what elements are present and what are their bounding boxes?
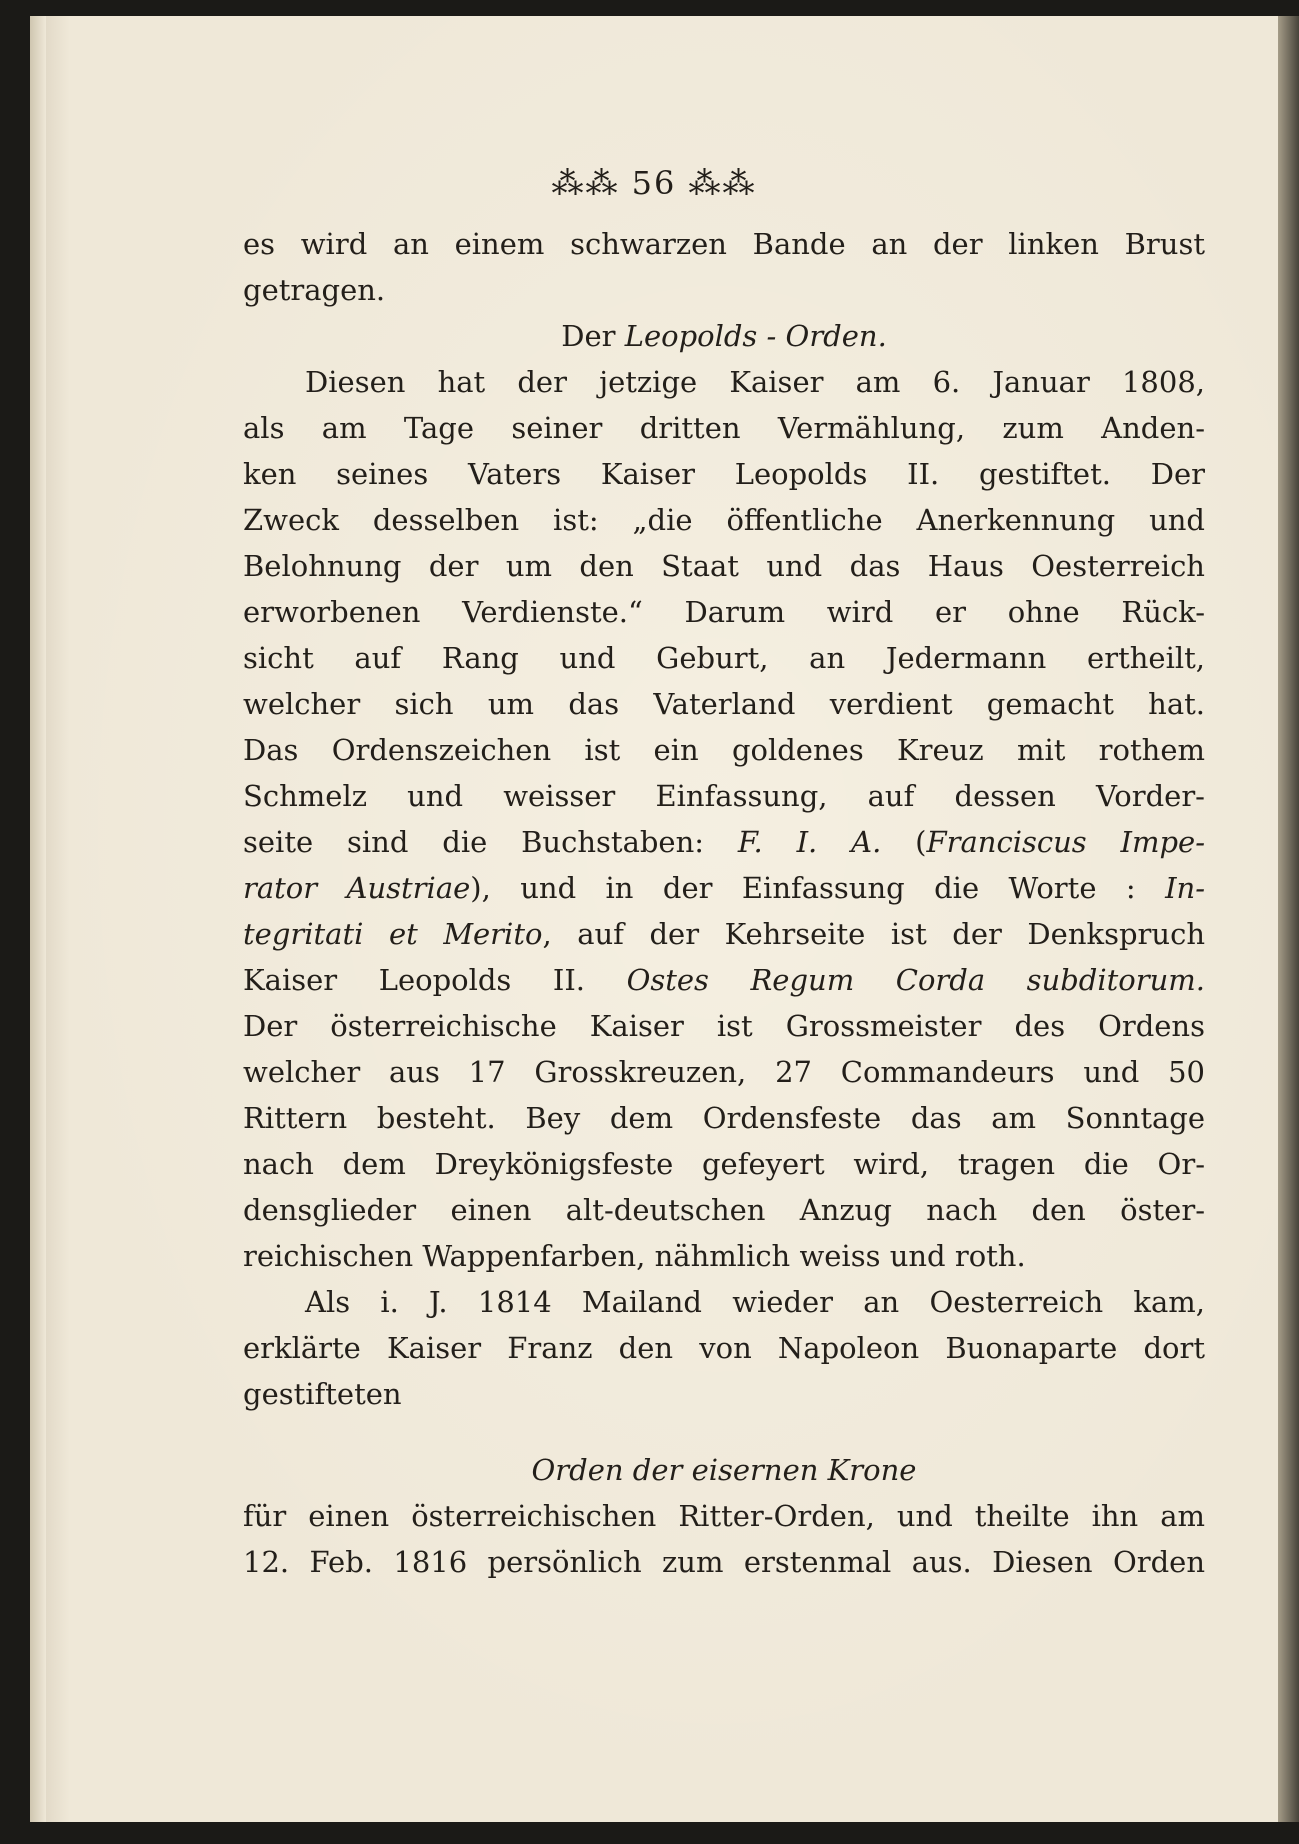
- text-line: [243, 911, 1205, 957]
- text-line: densglieder einen alt-deutschen Anzug nach den öster-: [243, 1193, 1205, 1227]
- heading-name: Leopolds - Orden.: [624, 319, 887, 353]
- text-segment: ), und in der Einfassung die Worte :: [470, 871, 1136, 905]
- text-line: als am Tage seiner dritten Vermählung, zum Anden-: [243, 411, 1205, 445]
- text-line: für einen österreichischen Ritter-Orden, und theilte ihn am: [243, 1499, 1205, 1533]
- text-line: erklärte Kaiser Franz den von Napoleon Buonaparte dort: [243, 1331, 1205, 1365]
- text-line: es wird an einem schwarzen Bande an der linken Brust: [243, 227, 1205, 261]
- ornament-right: ⁂⁂: [688, 164, 757, 202]
- text-line: nach dem Dreykönigsfeste gefeyert wird, tragen die Or-: [243, 1147, 1205, 1181]
- text-line: [243, 957, 1205, 1003]
- text-line: 12. Feb. 1816 persönlich zum erstenmal aus. Diesen Orden: [243, 1545, 1205, 1579]
- ornament-left: ⁂⁂: [551, 164, 620, 202]
- page-number: 56: [631, 164, 677, 202]
- italic-segment: rator Austriae: [243, 871, 471, 905]
- text-line: [243, 865, 1205, 911]
- text-line: ken seines Vaters Kaiser Leopolds II. gestiftet. Der: [243, 457, 1205, 491]
- text-line: welcher sich um das Vaterland verdient gemacht hat.: [243, 687, 1205, 721]
- paper-sheet: [30, 16, 1278, 1822]
- section-heading-iron-crown: Orden der eisernen Krone: [531, 1453, 917, 1487]
- text-line: gestifteten: [243, 1377, 402, 1411]
- text-segment: , auf der Kehrseite ist der Denkspruch: [542, 917, 1205, 951]
- binding-shadow: [30, 16, 46, 1822]
- text-line: sicht auf Rang und Geburt, an Jedermann ertheilt,: [243, 641, 1205, 675]
- section-heading-leopold: [243, 313, 1205, 359]
- heading-prefix: Der: [561, 319, 616, 353]
- italic-segment: In-: [1165, 871, 1205, 905]
- text-segment: Kaiser Leopolds II.: [243, 963, 585, 997]
- text-line: Zweck desselben ist: „die öffentliche Anerkennung und: [243, 503, 1205, 537]
- text-segment: seite sind die Buchstaben:: [243, 825, 705, 859]
- italic-segment: Franciscus Impe-: [926, 825, 1205, 859]
- text-line: Als i. J. 1814 Mailand wieder an Oesterreich kam,: [305, 1285, 1205, 1319]
- text-line: Belohnung der um den Staat und das Haus Oesterreich: [243, 549, 1205, 583]
- text-line: reichischen Wappenfarben, nähmlich weiss und roth.: [243, 1239, 1026, 1273]
- text-line: Das Ordenszeichen ist ein goldenes Kreuz mit rothem: [243, 733, 1205, 767]
- text-line: Rittern besteht. Bey dem Ordensfeste das am Sonntage: [243, 1101, 1205, 1135]
- italic-segment: F. I. A.: [737, 825, 882, 859]
- page-edge: [1278, 16, 1299, 1822]
- section-gap: [243, 1417, 1205, 1447]
- italic-segment: Ostes Regum Corda subditorum.: [626, 963, 1206, 997]
- text-line: [243, 819, 1205, 865]
- text-line: erworbenen Verdienste.“ Darum wird er ohne Rück-: [243, 595, 1205, 629]
- text-line: Schmelz und weisser Einfassung, auf dessen Vorder-: [243, 779, 1205, 813]
- text-line: Diesen hat der jetzige Kaiser am 6. Januar 1808,: [305, 365, 1205, 399]
- text-line: getragen.: [243, 273, 386, 307]
- text-segment: (: [915, 825, 927, 859]
- italic-segment: tegritati et Merito: [243, 917, 543, 951]
- text-line: Der österreichische Kaiser ist Grossmeister des Ordens: [243, 1009, 1205, 1043]
- page-body: [243, 221, 1205, 1585]
- page-header: [30, 164, 1278, 202]
- text-line: welcher aus 17 Grosskreuzen, 27 Commandeurs und 50: [243, 1055, 1205, 1089]
